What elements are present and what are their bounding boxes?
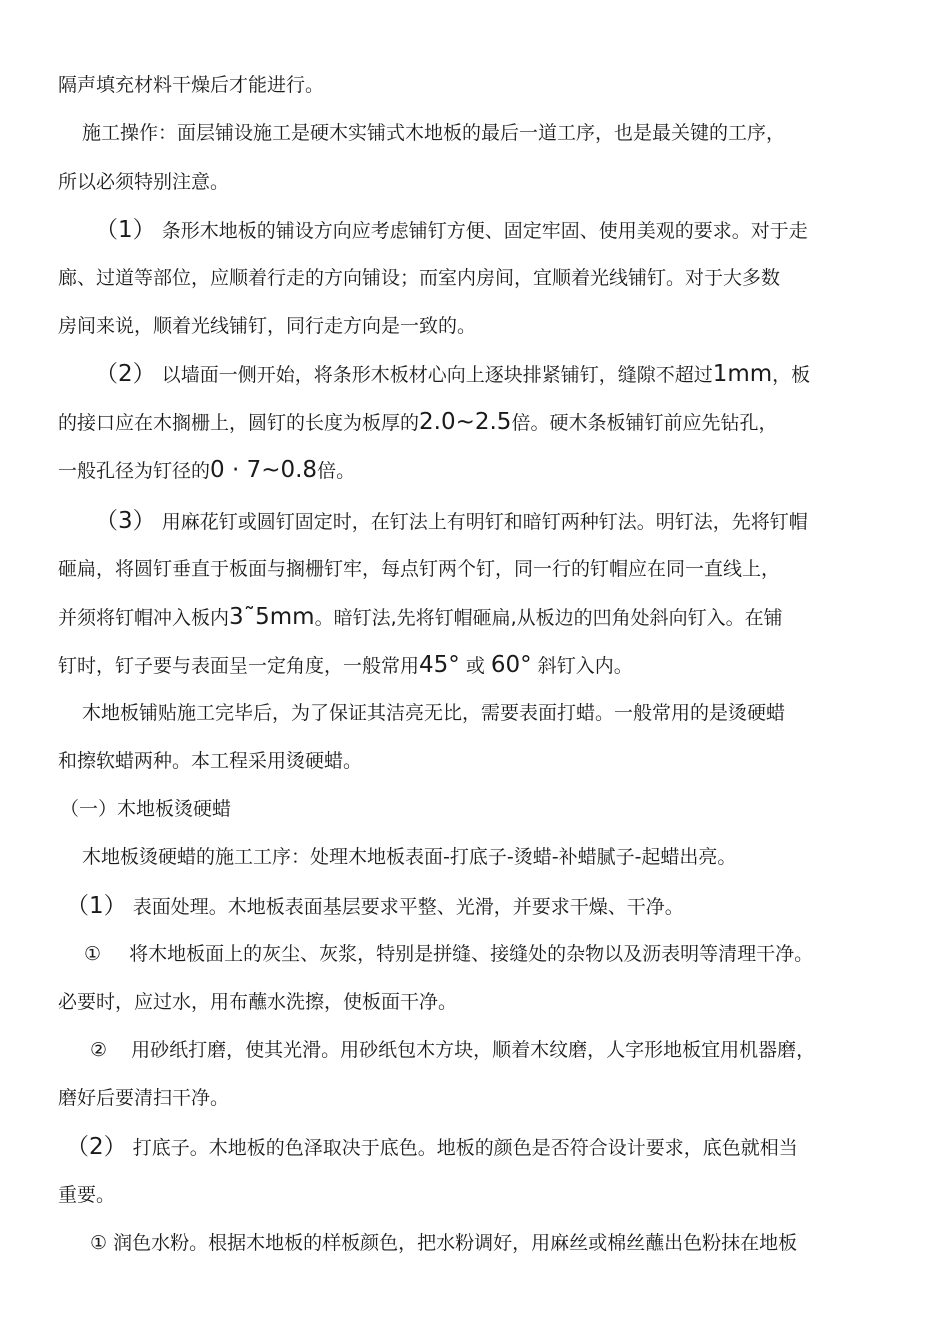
text-line: 木地板烫硬蜡的施工工序：处理木地板表面-打底子-烫蜡-补蜡腻子-起蜡出亮。 bbox=[82, 846, 737, 868]
angle-value: 60° bbox=[490, 652, 532, 678]
item-number: （2） bbox=[95, 361, 156, 387]
text-line bbox=[84, 942, 813, 966]
line-text: 用砂纸打磨，使其光滑。用砂纸包木方块，顺着木纹磨，人字形地板宜用机器磨， bbox=[131, 1039, 816, 1061]
text-line: 隔声填充材料干燥后才能进行。 bbox=[58, 74, 325, 96]
bullet-marker: ① bbox=[84, 943, 102, 965]
text-line: 所以必须特别注意。 bbox=[58, 171, 230, 193]
measure-value: 0 · 7~0.8 bbox=[210, 457, 318, 483]
item-number: （2） bbox=[66, 1134, 127, 1160]
text-line: 施工操作：面层铺设施工是硬木实铺式木地板的最后一道工序，也是最关键的工序， bbox=[82, 122, 786, 144]
line-text: 打底子。木地板的色泽取决于底色。地板的颜色是否符合设计要求，底色就相当 bbox=[132, 1137, 798, 1159]
text-line: 和擦软蜡两种。本工程采用烫硬蜡。 bbox=[58, 750, 363, 772]
text-line bbox=[58, 458, 355, 483]
item-number: （1） bbox=[95, 217, 156, 243]
text-line: 磨好后要清扫干净。 bbox=[58, 1087, 230, 1109]
text-line bbox=[58, 653, 633, 678]
text-line: 廊、过道等部位，应顺着行走的方向铺设；而室内房间，宜顺着光线铺钉。对于大多数 bbox=[58, 267, 781, 289]
text-line: 砸扁，将圆钉垂直于板面与搁栅钉牢，每点钉两个钉，同一行的钉帽应在同一直线上， bbox=[58, 558, 781, 580]
text-line bbox=[95, 362, 810, 387]
item-number: （1） bbox=[66, 893, 127, 919]
line-text: 用麻花钉或圆钉固定时，在钉法上有明钉和暗钉两种钉法。明钉法，先将钉帽 bbox=[161, 511, 808, 533]
text-line bbox=[95, 218, 808, 243]
measure-value: 1mm bbox=[712, 361, 773, 387]
measure-value: 2.0~2.5 bbox=[419, 409, 512, 435]
line-text: 。暗钉法,先将钉帽砸扁,从板边的凹角处斜向钉入。在铺 bbox=[314, 607, 783, 629]
line-text: 表面处理。木地板表面基层要求平整、光滑，并要求干燥、干净。 bbox=[132, 896, 684, 918]
text-line bbox=[66, 894, 684, 919]
measure-value: 3˜5mm bbox=[229, 604, 315, 630]
text-line: ① 润色水粉。根据木地板的样板颜色，把水粉调好，用麻丝或棉丝蘸出色粉抹在地板 bbox=[90, 1232, 798, 1254]
text-line bbox=[95, 509, 808, 534]
line-text: 以墙面一侧开始，将条形木板材心向上逐块排紧铺钉，缝隙不超过 bbox=[161, 364, 713, 386]
text-line bbox=[66, 1135, 798, 1160]
text-line bbox=[58, 605, 783, 630]
line-text: 将木地板面上的灰尘、灰浆，特别是拼缝、接缝处的杂物以及沥表明等清理干净。 bbox=[129, 943, 814, 965]
text-line: 重要。 bbox=[58, 1184, 116, 1206]
text-line: 房间来说，顺着光线铺钉，同行走方向是一致的。 bbox=[58, 315, 477, 337]
text-line bbox=[58, 410, 777, 435]
line-text: 钉时，钉子要与表面呈一定角度，一般常用 bbox=[58, 655, 420, 677]
line-text: 一般孔径为钉径的 bbox=[58, 460, 211, 482]
line-text: 倍。 bbox=[317, 460, 356, 482]
item-number: （3） bbox=[95, 508, 156, 534]
line-text: 倍。硬木条板铺钉前应先钻孔， bbox=[511, 412, 778, 434]
line-text: 斜钉入内。 bbox=[537, 655, 633, 677]
text-line bbox=[90, 1038, 815, 1062]
line-text: 并须将钉帽冲入板内 bbox=[58, 607, 230, 629]
section-heading: （一）木地板烫硬蜡 bbox=[60, 798, 232, 820]
line-text: ，板 bbox=[772, 364, 811, 386]
bullet-marker: ② bbox=[90, 1039, 108, 1061]
line-text: 或 bbox=[465, 655, 485, 677]
text-line: 必要时，应过水，用布蘸水洗擦，使板面干净。 bbox=[58, 991, 458, 1013]
angle-value: 45° bbox=[419, 652, 460, 678]
line-text: 条形木地板的铺设方向应考虑铺钉方便、固定牢固、使用美观的要求。对于走 bbox=[161, 220, 808, 242]
line-text: 的接口应在木搁栅上，圆钉的长度为板厚的 bbox=[58, 412, 420, 434]
text-line: 木地板铺贴施工完毕后，为了保证其洁亮无比，需要表面打蜡。一般常用的是烫硬蜡 bbox=[82, 702, 786, 724]
